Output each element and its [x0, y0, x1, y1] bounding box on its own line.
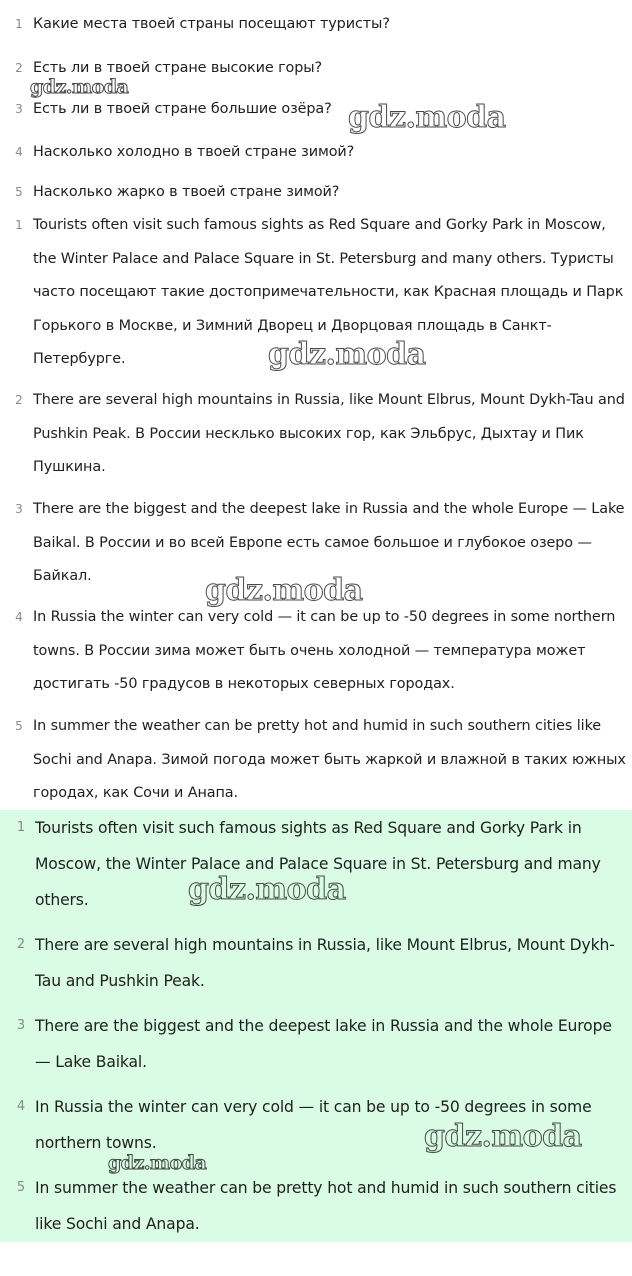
english-answer-text: In Russia the winter can very cold — it can be up to -50 degrees in some northern towns. [35, 1098, 592, 1152]
question-text: Какие места твоей страны посещают туристы? [33, 16, 390, 32]
watermark: gdz.moda [205, 573, 363, 608]
answer-number: 1 [15, 218, 23, 232]
question-text: Насколько жарко в твоей стране зимой? [33, 184, 340, 200]
watermark: gdz.moda [268, 337, 426, 372]
answer-number: 3 [15, 502, 23, 516]
question-number: 1 [15, 17, 23, 31]
watermark: gdz.moda [348, 100, 506, 135]
english-answer-number: 3 [16, 1018, 26, 1033]
question-number: 5 [15, 185, 23, 199]
english-answer-text: In summer the weather can be pretty hot and humid in such southern cities like Sochi and Anapa. [35, 1179, 617, 1233]
watermark: gdz.moda [30, 76, 129, 98]
english-answer-number: 2 [16, 937, 26, 952]
english-answer-text: There are the biggest and the deepest lake in Russia and the whole Europe — Lake Baikal. [35, 1017, 612, 1071]
question-number: 3 [15, 102, 23, 116]
english-answer-number: 4 [16, 1099, 26, 1114]
english-answer-number: 1 [16, 820, 26, 835]
english-answers-block [0, 810, 632, 1242]
question-text: Есть ли в твоей стране большие озёра? [33, 101, 332, 117]
answer-text: There are the biggest and the deepest lake in Russia and the whole Europe — Lake Baikal. В России и во всей Европе есть самое большое и глубокое озеро — Байкал. [33, 501, 625, 584]
answer-number: 2 [15, 393, 23, 407]
english-answer-text: Tourists often visit such famous sights as Red Square and Gorky Park in Moscow, the Winter Palace and Palace Square in St. Petersburg and many others. [35, 819, 601, 909]
answer-number: 4 [15, 610, 23, 624]
question-number: 4 [15, 145, 23, 159]
question-text: Есть ли в твоей стране высокие горы? [33, 60, 323, 76]
english-answer-number: 5 [16, 1180, 26, 1195]
question-number: 2 [15, 61, 23, 75]
english-answer-text: There are several high mountains in Russia, like Mount Elbrus, Mount Dykh-Tau and Pushkin Peak. [35, 936, 615, 990]
answer-text: There are several high mountains in Russia, like Mount Elbrus, Mount Dykh-Tau and Pushkin Peak. В России несклько высоких гор, как Эльбрус, Дыхтау и Пик Пушкина. [33, 392, 625, 475]
answer-text: In Russia the winter can very cold — it can be up to -50 degrees in some northern towns. В России зима может быть очень холодной — температура может достигать -50 градусов в некоторых северных городах. [33, 609, 616, 692]
question-text: Насколько холодно в твоей стране зимой? [33, 144, 355, 160]
answer-text: Tourists often visit such famous sights as Red Square and Gorky Park in Moscow, the Winter Palace and Palace Square in St. Petersburg and many others. Туристы часто посещают такие достопримечательности, как Красная площадь и Парк Горького в Москве, и Зимний Дворец и Дворцовая площадь в Санкт-Петербурге. [33, 217, 624, 367]
answer-text: In summer the weather can be pretty hot and humid in such southern cities like Sochi and Anapa. Зимой погода может быть жаркой и влажной в таких южных городах, как Сочи и Анапа. [33, 718, 626, 801]
answer-number: 5 [15, 719, 23, 733]
